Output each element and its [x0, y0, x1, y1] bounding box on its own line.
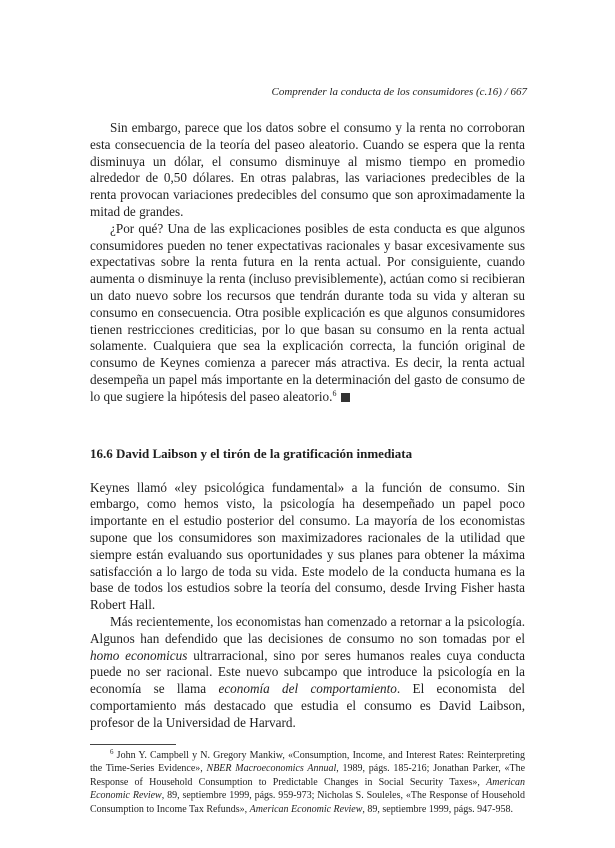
text-run: Más recientemente, los economistas han comenzado a retornar a la psicología. Algunos han defendido que las decisiones de consumo no son tomadas por el [90, 613, 525, 646]
section-paragraph-1: Keynes llamó «ley psicológica fundamental» a la función de consumo. Sin embargo, como hemos visto, la psicología ha desempeñado un papel poco importante en el estudio posterior del consumo. La mayoría de los economistas supone que los consumidores son maximizadores racionales de la utilidad que siempre están evaluando sus oportunidades y sus planes para obtener la máxima satisfacción a lo largo de toda su vida. Este modelo de la conducta humana es la base de todos los estudios sobre la teoría del consumo, desde Irving Fisher hasta Robert Hall. [90, 479, 525, 613]
journal-title: American Economic Review [90, 776, 525, 801]
italic-term: homo economicus [90, 647, 188, 663]
journal-title: NBER Macroeconomics Annual [206, 763, 337, 774]
text-run: . El economista del comportamiento más destacado que estudia el consumo es David Laibson, profesor de la Universidad de Harvard. [90, 681, 526, 730]
paragraph-2-text: ¿Por qué? Una de las explicaciones posibles de esta conducta es que algunos consumidores pueden no tener expectativas racionales y basar excesivamente sus expectativas sobre la renta futura en la renta actual. Por consiguiente, cuando aumenta o disminuye la renta (incluso previsiblemente), actúan como si recibieran un dato nuevo sobre los recursos que tendrán durante toda su vida y alteran su consumo en consecuencia. Otra posible explicación es que algunos consumidores tienen restricciones crediticias, por lo que basan su consumo en la renta actual solamente. Cualquiera que sea la explicación correcta, la función original de consumo de Keynes comienza a parecer más atractiva. Es decir, la renta actual desempeña un papel más importante en la determinación del gasto de consumo de lo que sugiere la hipótesis del paseo aleatorio. [90, 220, 525, 404]
text-run: , 89, septiembre 1999, págs. 947-958. [362, 803, 513, 815]
section-paragraph-2 [90, 614, 525, 732]
italic-term: economía del comportamiento [218, 681, 397, 697]
journal-title: American Economic Review [249, 803, 363, 815]
text-run: , 1989, págs. 185-216; Jonathan Parker, «The Response of Household Consumption to Predictable Changes in Social Security Taxes», [90, 763, 526, 788]
paragraph-1: Sin embargo, parece que los datos sobre el consumo y la renta no corroboran esta consecuencia de la teoría del paseo aleatorio. Cuando se espera que la renta disminuya un dólar, el consumo disminuye al mismo tiempo en promedio alrededor de 0,50 dólares. En otras palabras, las variaciones predecibles de la renta provocan variaciones predecibles del consumo que son aproximadamente la mitad de grandes. [90, 120, 525, 219]
footnote [90, 749, 525, 817]
text-run: , 89, septiembre 1999, págs. 959-973; Nicholas S. Souleles, «The Response of Household Consumption to Income Tax Refunds», [90, 790, 526, 815]
text-run: John Y. Campbell y N. Gregory Mankiw, «Consumption, Income, and Interest Rates: Reinterpreting the Time-Series Evidence», [90, 749, 525, 774]
page-body [90, 120, 525, 816]
text-run: ultrarracional, sino por seres humanos reales cuya conducta puede no ser racional. Este nuevo subcampo que introduce la psicología en la economía se llama [90, 647, 525, 697]
paragraph-2 [90, 221, 525, 406]
footnote-number: 6 [110, 747, 114, 756]
section-title: 16.6 David Laibson y el tirón de la gratificación inmediata [90, 445, 413, 461]
running-header: Comprender la conducta de los consumidores (c.16) / 667 [271, 86, 527, 98]
end-of-box-icon [341, 393, 350, 402]
footnote-ref: 6 [332, 388, 337, 398]
